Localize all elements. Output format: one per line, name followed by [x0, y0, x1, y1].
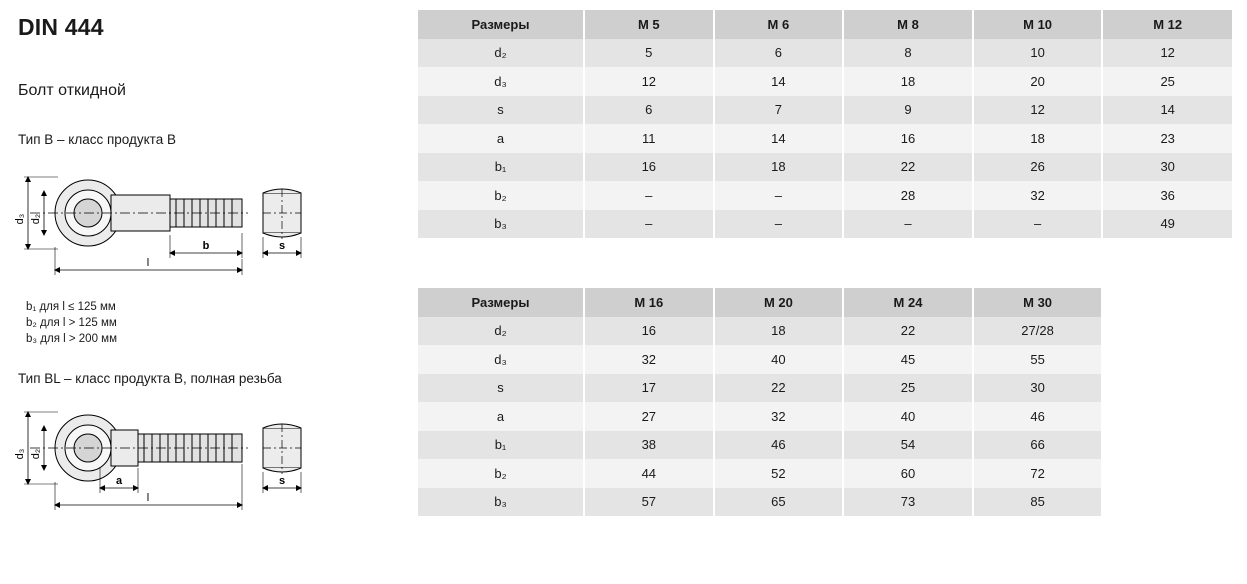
- table-row: [418, 67, 1232, 96]
- col-header-empty: [1102, 288, 1232, 317]
- cell: 40: [714, 345, 844, 374]
- cell: 28: [843, 181, 973, 210]
- col-header-m6: M 6: [714, 10, 844, 39]
- cell: 52: [714, 459, 844, 488]
- col-header-m12: M 12: [1102, 10, 1232, 39]
- table-row: [418, 124, 1232, 153]
- cell: 6: [584, 96, 714, 125]
- cell: 46: [714, 431, 844, 460]
- cell-empty: [1102, 459, 1232, 488]
- label-l-type-bl: l: [146, 492, 150, 504]
- col-header-m10: M 10: [973, 10, 1103, 39]
- row-label: d₂: [418, 39, 584, 68]
- row-label: b₃: [418, 488, 584, 517]
- note-b2: b₂ для l > 125 мм: [26, 317, 117, 329]
- cell: 6: [714, 39, 844, 68]
- label-d2-type-b: d₂: [30, 213, 42, 225]
- cell-empty: [1102, 431, 1232, 460]
- cell: 38: [584, 431, 714, 460]
- col-header-m8: M 8: [843, 10, 973, 39]
- row-label: b₃: [418, 210, 584, 239]
- row-label: b₁: [418, 431, 584, 460]
- cell: 14: [714, 124, 844, 153]
- cell: 18: [714, 317, 844, 346]
- row-label: d₂: [418, 317, 584, 346]
- cell: 17: [584, 374, 714, 403]
- table-header-row: [418, 288, 1232, 317]
- col-header-m24: M 24: [843, 288, 973, 317]
- cell: 73: [843, 488, 973, 517]
- cell: 44: [584, 459, 714, 488]
- cell: 18: [714, 153, 844, 182]
- notes-block: [26, 299, 117, 347]
- cell-empty: [1102, 402, 1232, 431]
- cell: 9: [843, 96, 973, 125]
- table-row: [418, 210, 1232, 239]
- row-label: d₃: [418, 345, 584, 374]
- note-b3: b₃ для l > 200 мм: [26, 333, 117, 345]
- cell: 25: [843, 374, 973, 403]
- sizes-table-2-wrapper: [418, 288, 1232, 516]
- cell: 20: [973, 67, 1103, 96]
- standard-title: DIN 444: [18, 14, 104, 40]
- row-label: a: [418, 124, 584, 153]
- label-b-type-b: b: [202, 240, 210, 252]
- cell: –: [714, 210, 844, 239]
- table-row: [418, 488, 1232, 517]
- col-header-m20: M 20: [714, 288, 844, 317]
- cell-empty: [1102, 488, 1232, 517]
- col-header-dimensions: Размеры: [418, 288, 584, 317]
- table-row: [418, 459, 1232, 488]
- row-label: a: [418, 402, 584, 431]
- table-row: [418, 181, 1232, 210]
- label-a-type-bl: a: [115, 475, 123, 487]
- col-header-m5: M 5: [584, 10, 714, 39]
- cell: 32: [973, 181, 1103, 210]
- cell: 30: [1102, 153, 1232, 182]
- cell: 32: [714, 402, 844, 431]
- cell: 16: [843, 124, 973, 153]
- cell: 54: [843, 431, 973, 460]
- cell: 32: [584, 345, 714, 374]
- label-d3-type-bl: d₃: [14, 448, 26, 460]
- cell: 65: [714, 488, 844, 517]
- cell-empty: [1102, 345, 1232, 374]
- row-label: b₂: [418, 181, 584, 210]
- cell-empty: [1102, 374, 1232, 403]
- col-header-m30: M 30: [973, 288, 1103, 317]
- table-row: [418, 153, 1232, 182]
- cell: 22: [843, 153, 973, 182]
- table-row: [418, 39, 1232, 68]
- cell: 10: [973, 39, 1103, 68]
- cell: 7: [714, 96, 844, 125]
- label-d3-type-b: d₃: [14, 213, 26, 225]
- cell-empty: [1102, 317, 1232, 346]
- cell: 14: [1102, 96, 1232, 125]
- cell: 40: [843, 402, 973, 431]
- sizes-table-1: [418, 10, 1232, 238]
- row-label: b₁: [418, 153, 584, 182]
- table-row: [418, 345, 1232, 374]
- cell: 30: [973, 374, 1103, 403]
- note-b1: b₁ для l ≤ 125 мм: [26, 301, 116, 313]
- cell: 49: [1102, 210, 1232, 239]
- cell: 12: [1102, 39, 1232, 68]
- cell: 25: [1102, 67, 1232, 96]
- table-row: [418, 431, 1232, 460]
- cell: 11: [584, 124, 714, 153]
- cell: 27: [584, 402, 714, 431]
- drawing-type-b: [10, 163, 320, 288]
- label-s-type-b: s: [278, 240, 286, 252]
- cell: 23: [1102, 124, 1232, 153]
- cell: 55: [973, 345, 1103, 374]
- cell: 5: [584, 39, 714, 68]
- cell: 22: [714, 374, 844, 403]
- row-label: d₃: [418, 67, 584, 96]
- label-l-type-b: l: [146, 257, 150, 269]
- cell: 18: [843, 67, 973, 96]
- table-header-row: [418, 10, 1232, 39]
- cell: –: [584, 210, 714, 239]
- type-bl-heading: Тип BL – класс продукта B, полная резьба: [18, 371, 282, 386]
- cell: 18: [973, 124, 1103, 153]
- row-label: s: [418, 96, 584, 125]
- row-label: b₂: [418, 459, 584, 488]
- sizes-table-2: [418, 288, 1232, 516]
- drawing-type-bl: [10, 398, 320, 523]
- row-label: s: [418, 374, 584, 403]
- table-row: [418, 96, 1232, 125]
- cell: 85: [973, 488, 1103, 517]
- label-s-type-bl: s: [278, 475, 286, 487]
- cell: 14: [714, 67, 844, 96]
- sizes-table-1-wrapper: [418, 10, 1232, 238]
- cell: –: [714, 181, 844, 210]
- cell: 36: [1102, 181, 1232, 210]
- cell: 66: [973, 431, 1103, 460]
- cell: 57: [584, 488, 714, 517]
- table-row: [418, 317, 1232, 346]
- cell: 12: [584, 67, 714, 96]
- cell: 16: [584, 317, 714, 346]
- cell: 60: [843, 459, 973, 488]
- cell: 27/28: [973, 317, 1103, 346]
- cell: 12: [973, 96, 1103, 125]
- type-b-heading: Тип B – класс продукта B: [18, 132, 176, 147]
- product-name: Болт откидной: [18, 82, 126, 99]
- table-row: [418, 402, 1232, 431]
- table-row: [418, 374, 1232, 403]
- cell: –: [584, 181, 714, 210]
- cell: 26: [973, 153, 1103, 182]
- cell: –: [973, 210, 1103, 239]
- cell: 46: [973, 402, 1103, 431]
- label-d2-type-bl: d₂: [30, 448, 42, 460]
- cell: 72: [973, 459, 1103, 488]
- cell: 22: [843, 317, 973, 346]
- left-panel: [0, 0, 405, 584]
- cell: 8: [843, 39, 973, 68]
- col-header-dimensions: Размеры: [418, 10, 584, 39]
- cell: 45: [843, 345, 973, 374]
- cell: 16: [584, 153, 714, 182]
- col-header-m16: M 16: [584, 288, 714, 317]
- cell: –: [843, 210, 973, 239]
